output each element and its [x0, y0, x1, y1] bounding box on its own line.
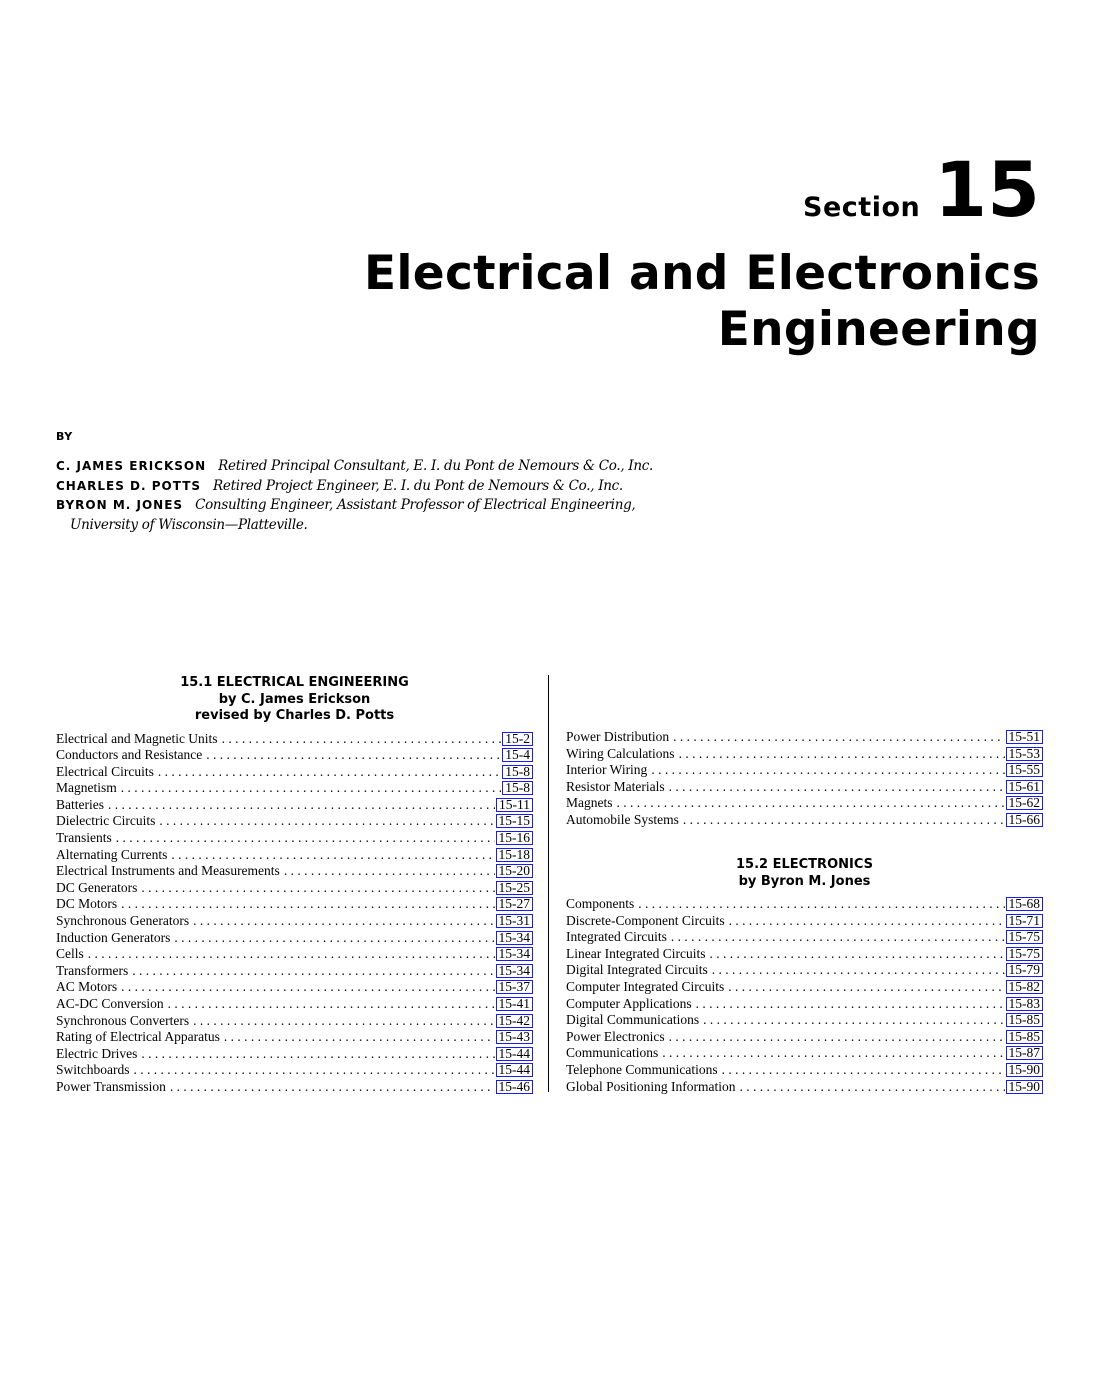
- toc-leader-dots: [651, 762, 1004, 779]
- toc-entry: [56, 1046, 533, 1063]
- toc-entry: [566, 1012, 1043, 1029]
- toc-entry-title: Electrical Instruments and Measurements: [56, 863, 280, 879]
- toc-entry: [566, 962, 1043, 979]
- toc-entry-title: AC-DC Conversion: [56, 996, 164, 1011]
- toc-leader-dots: [740, 1079, 1005, 1096]
- toc-entry-title: Computer Integrated Circuits: [566, 978, 725, 994]
- toc-entry: [566, 795, 1043, 812]
- toc-entry-title: Magnetism: [56, 780, 117, 796]
- toc-leader-dots: [284, 863, 495, 880]
- toc-entry-title: DC Generators: [56, 879, 138, 895]
- toc-column-right-electronics: [566, 857, 1043, 1095]
- section-word: Section: [803, 192, 921, 223]
- toc-leader-dots: [141, 1046, 494, 1063]
- toc-page-link[interactable]: 15-41: [496, 997, 534, 1011]
- toc-entry: [56, 996, 533, 1013]
- toc-entry: [56, 1013, 533, 1030]
- toc-entry: [56, 780, 533, 797]
- toc-page-link[interactable]: 15-31: [496, 914, 534, 928]
- toc-leader-dots: [709, 946, 1004, 963]
- toc-leader-dots: [88, 946, 495, 963]
- toc-leader-dots: [679, 746, 1005, 763]
- toc-entry-title: Interior Wiring: [566, 762, 648, 778]
- toc-page-link[interactable]: 15-82: [1006, 980, 1044, 994]
- toc-leader-dots: [673, 729, 1004, 746]
- toc-entry-title: Batteries: [56, 796, 104, 812]
- toc-entry: [56, 731, 533, 748]
- toc-entry-title: Dielectric Circuits: [56, 813, 156, 829]
- toc-leader-dots: [159, 813, 494, 830]
- toc-page-link[interactable]: 15-75: [1006, 947, 1044, 961]
- toc-leader-dots: [171, 847, 494, 864]
- toc-leader-dots: [121, 780, 502, 797]
- toc-section-heading: 15.1 ELECTRICAL ENGINEERING by C. James Erickson revised by Charles D. Potts: [180, 675, 409, 723]
- toc-leader-dots: [696, 996, 1005, 1013]
- toc-entry: [56, 863, 533, 880]
- toc-entry-title: Synchronous Generators: [56, 913, 190, 929]
- author-affiliation: Retired Principal Consultant, E. I. du Pont de Nemours & Co., Inc.: [218, 458, 653, 474]
- toc-entry-title: Discrete-Component Circuits: [566, 912, 725, 928]
- toc-list: [566, 729, 1043, 829]
- toc-page-link[interactable]: 15-11: [496, 798, 533, 812]
- toc-entry-title: Components: [566, 896, 635, 911]
- toc-entry: [56, 930, 533, 947]
- toc-entry-title: Electric Drives: [56, 1045, 138, 1061]
- author-list: [56, 457, 756, 535]
- toc-leader-dots: [193, 1013, 494, 1030]
- toc-entry-title: Linear Integrated Circuits: [566, 945, 706, 961]
- author-name: C. JAMES ERICKSON: [56, 459, 207, 473]
- toc-leader-dots: [222, 731, 502, 748]
- toc-page-link[interactable]: 15-85: [1006, 1013, 1044, 1027]
- toc-entry: [56, 913, 533, 930]
- toc-page-link[interactable]: 15-79: [1006, 963, 1044, 977]
- toc-entry: [56, 1029, 533, 1046]
- toc-leader-dots: [722, 1062, 1005, 1079]
- toc-entry: [566, 746, 1043, 763]
- toc-leader-dots: [729, 913, 1005, 930]
- toc-page-link[interactable]: 15-68: [1006, 897, 1044, 911]
- toc-entry: [566, 896, 1043, 913]
- author-affiliation: Retired Project Engineer, E. I. du Pont de Nemours & Co., Inc.: [213, 477, 623, 494]
- toc-leader-dots: [669, 779, 1005, 796]
- toc-entry-title: Computer Applications: [566, 995, 692, 1011]
- toc-page-link[interactable]: 15-34: [496, 964, 534, 978]
- toc-entry: [56, 847, 533, 864]
- toc-page-link[interactable]: 15-83: [1006, 997, 1044, 1011]
- toc-entry-title: Resistor Materials: [566, 778, 665, 794]
- toc-entry-title: Conductors and Resistance: [56, 747, 203, 763]
- toc-entry: [566, 729, 1043, 746]
- toc-page-link[interactable]: 15-15: [496, 814, 534, 828]
- toc-page-link[interactable]: 15-85: [1006, 1030, 1044, 1044]
- toc-leader-dots: [158, 764, 501, 781]
- toc-leader-dots: [134, 1062, 495, 1079]
- toc-leader-dots: [224, 1029, 495, 1046]
- toc-column-right-continued: [566, 729, 1043, 829]
- toc-leader-dots: [662, 1045, 1004, 1062]
- section-header: [803, 145, 1040, 234]
- toc-entry: [566, 913, 1043, 930]
- toc-page-link[interactable]: 15-43: [496, 1030, 534, 1044]
- toc-page-link[interactable]: 15-34: [496, 947, 534, 961]
- toc-page-link[interactable]: 15-2: [502, 732, 533, 746]
- toc-entry: [56, 747, 533, 764]
- toc-entry-title: Magnets: [566, 795, 613, 811]
- toc-entry-title: Cells: [56, 946, 84, 962]
- toc-entry-title: Power Distribution: [566, 729, 670, 744]
- toc-entry-title: Switchboards: [56, 1062, 130, 1078]
- toc-leader-dots: [170, 1079, 495, 1096]
- toc-entry-title: Communications: [566, 1045, 659, 1061]
- toc-page-link[interactable]: 15-62: [1006, 796, 1044, 810]
- toc-leader-dots: [116, 830, 495, 847]
- toc-page-link[interactable]: 15-16: [496, 831, 534, 845]
- author-affiliation-continued: University of Wisconsin—Platteville.: [70, 516, 308, 533]
- toc-leader-dots: [617, 795, 1005, 812]
- section-title-line1: Electrical and Electronics: [363, 246, 1040, 301]
- toc-page-link[interactable]: 15-87: [1006, 1046, 1044, 1060]
- toc-leader-dots: [174, 930, 494, 947]
- toc-entry-title: AC Motors: [56, 979, 118, 995]
- toc-entry-title: Global Positioning Information: [566, 1078, 736, 1094]
- toc-entry: [566, 946, 1043, 963]
- toc-page-link[interactable]: 15-55: [1006, 763, 1044, 777]
- toc-leader-dots: [728, 979, 1004, 996]
- author-entry: [56, 496, 756, 516]
- toc-entry: [566, 929, 1043, 946]
- toc-page-link[interactable]: 15-27: [496, 897, 534, 911]
- toc-column-left: [56, 675, 533, 1096]
- toc-page-link[interactable]: 15-37: [496, 980, 534, 994]
- toc-entry: [56, 979, 533, 996]
- toc-page-link[interactable]: 15-8: [502, 781, 533, 795]
- by-label: BY: [56, 430, 73, 443]
- section-title: [364, 246, 1040, 358]
- toc-page-link[interactable]: 15-25: [496, 881, 534, 895]
- toc-leader-dots: [683, 812, 1005, 829]
- toc-leader-dots: [141, 880, 494, 897]
- toc-entry: [566, 996, 1043, 1013]
- toc-entry: [56, 813, 533, 830]
- toc-entry-title: Wiring Calculations: [566, 745, 675, 761]
- toc-entry-title: Power Electronics: [566, 1028, 665, 1044]
- toc-entry: [566, 1045, 1043, 1062]
- toc-entry: [566, 979, 1043, 996]
- toc-entry: [566, 762, 1043, 779]
- toc-entry: [56, 797, 533, 814]
- toc-leader-dots: [669, 1029, 1005, 1046]
- toc-entry: [56, 830, 533, 847]
- toc-page-link[interactable]: 15-8: [502, 765, 533, 779]
- toc-entry-title: Automobile Systems: [566, 811, 679, 827]
- toc-page-link[interactable]: 15-18: [496, 848, 534, 862]
- author-entry: [56, 477, 756, 497]
- toc-entry-title: Electrical Circuits: [56, 763, 154, 779]
- toc-leader-dots: [121, 979, 494, 996]
- toc-entry-title: Rating of Electrical Apparatus: [56, 1029, 220, 1045]
- toc-entry-title: Synchronous Converters: [56, 1012, 190, 1028]
- toc-leader-dots: [206, 747, 501, 764]
- toc-leader-dots: [132, 963, 494, 980]
- toc-leader-dots: [703, 1012, 1004, 1029]
- toc-page-link[interactable]: 15-66: [1006, 813, 1044, 827]
- toc-leader-dots: [638, 896, 1004, 913]
- toc-leader-dots: [168, 996, 495, 1013]
- toc-page-link[interactable]: 15-44: [496, 1063, 534, 1077]
- toc-entry-title: Alternating Currents: [56, 846, 168, 862]
- toc-entry-title: Transients: [56, 830, 112, 846]
- toc-page-link[interactable]: 15-90: [1006, 1063, 1044, 1077]
- toc-entry-title: Induction Generators: [56, 929, 171, 945]
- toc-entry: [56, 1079, 533, 1096]
- toc-entry-title: Electrical and Magnetic Units: [56, 730, 218, 746]
- toc-entry: [566, 1029, 1043, 1046]
- toc-page-link[interactable]: 15-46: [496, 1080, 534, 1094]
- column-divider: [548, 675, 549, 1092]
- toc-leader-dots: [108, 797, 495, 814]
- toc-page-link[interactable]: 15-42: [496, 1014, 534, 1028]
- toc-page-link[interactable]: 15-51: [1006, 730, 1044, 744]
- toc-list: [566, 896, 1043, 1095]
- toc-page-link[interactable]: 15-44: [496, 1047, 534, 1061]
- toc-page-link[interactable]: 15-20: [496, 864, 534, 878]
- author-affiliation: Consulting Engineer, Assistant Professor of Electrical Engineering,: [195, 497, 636, 514]
- toc-entry: [56, 946, 533, 963]
- author-name: CHARLES D. POTTS: [56, 478, 202, 493]
- toc-entry: [56, 963, 533, 980]
- toc-list: [56, 731, 533, 1096]
- author-entry: [56, 457, 756, 477]
- toc-entry: [56, 880, 533, 897]
- toc-entry-title: Power Transmission: [56, 1078, 166, 1094]
- section-title-line2: Engineering: [717, 302, 1040, 357]
- toc-leader-dots: [671, 929, 1005, 946]
- toc-entry-title: Digital Communications: [566, 1012, 700, 1028]
- toc-entry: [566, 779, 1043, 796]
- toc-leader-dots: [712, 962, 1005, 979]
- toc-page-link[interactable]: 15-4: [502, 748, 533, 762]
- toc-entry-title: Integrated Circuits: [566, 929, 667, 945]
- toc-page-link[interactable]: 15-34: [496, 931, 534, 945]
- toc-page-link[interactable]: 15-53: [1006, 747, 1044, 761]
- toc-entry: [566, 812, 1043, 829]
- toc-page-link[interactable]: 15-71: [1006, 914, 1044, 928]
- toc-page-link[interactable]: 15-90: [1006, 1080, 1044, 1094]
- toc-entry: [566, 1062, 1043, 1079]
- toc-page-link[interactable]: 15-75: [1006, 930, 1044, 944]
- toc-leader-dots: [193, 913, 494, 930]
- toc-entry-title: Transformers: [56, 962, 129, 978]
- toc-entry-title: DC Motors: [56, 896, 118, 912]
- toc-entry: [56, 896, 533, 913]
- toc-entry-title: Telephone Communications: [566, 1061, 718, 1077]
- toc-entry: [566, 1079, 1043, 1096]
- toc-entry: [56, 764, 533, 781]
- toc-page-link[interactable]: 15-61: [1006, 780, 1044, 794]
- toc-leader-dots: [121, 896, 494, 913]
- section-number: 15: [934, 145, 1040, 234]
- toc-section-heading: 15.2 ELECTRONICS by Byron M. Jones: [736, 857, 873, 889]
- toc-entry-title: Digital Integrated Circuits: [566, 962, 708, 978]
- toc-entry: [56, 1062, 533, 1079]
- author-name: BYRON M. JONES: [56, 498, 184, 513]
